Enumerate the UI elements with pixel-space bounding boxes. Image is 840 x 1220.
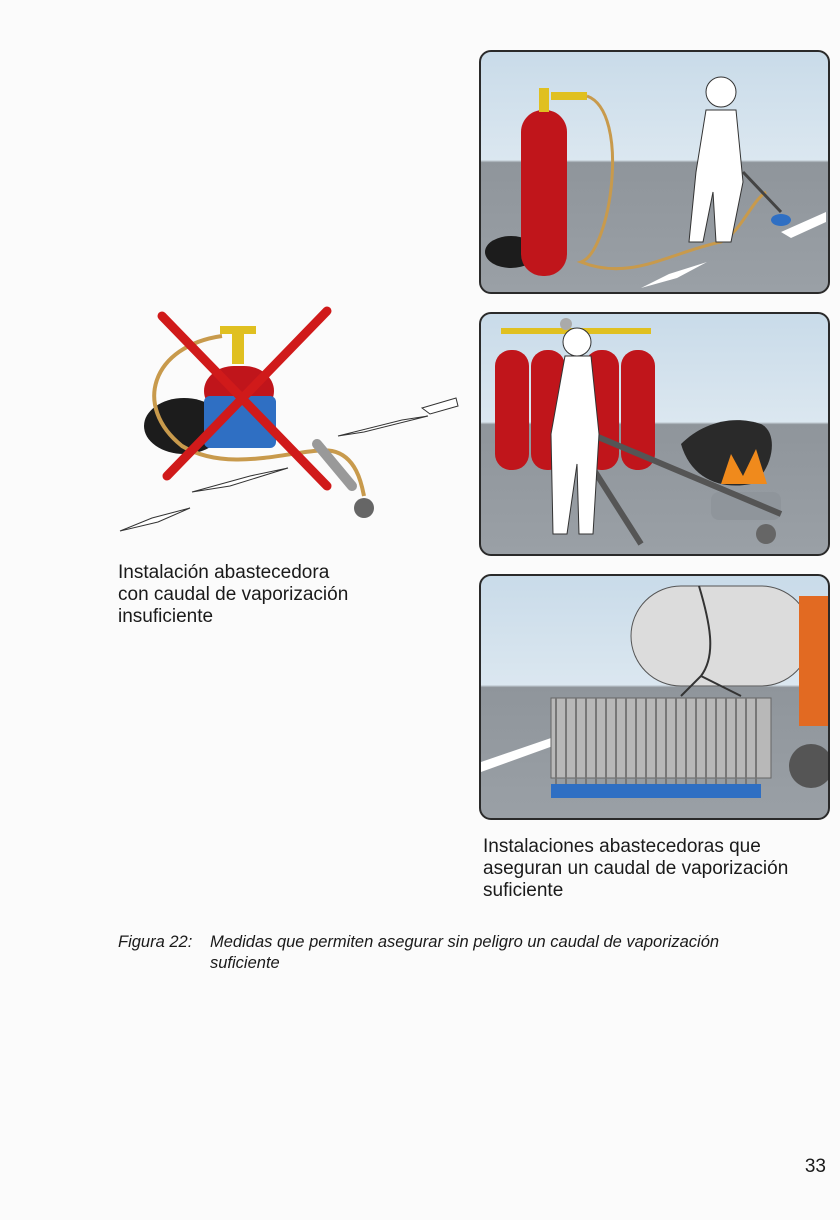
single-gas-cylinder-operator-icon <box>481 52 828 292</box>
figure-text-line-2: suficiente <box>210 954 280 972</box>
multi-cylinder-panel <box>479 312 830 556</box>
insufficient-supply-caption: Instalación abastecedora con caudal de vaporización insuficiente <box>118 562 349 627</box>
figure-caption <box>118 932 818 974</box>
tanker-truck-panel <box>479 574 830 820</box>
tanker-truck-burner-icon <box>481 576 828 818</box>
multi-cylinder-burner-icon <box>481 314 828 554</box>
figure-text-line-1: Medidas que permiten asegurar sin peligro un caudal de vaporización <box>210 933 720 951</box>
figure-label: Figura 22: <box>118 933 193 951</box>
sufficient-supply-caption: Instalaciones abastecedoras que aseguran un caudal de vaporización suficiente <box>483 836 789 901</box>
insufficient-supply-illustration <box>112 296 472 546</box>
page-number: 33 <box>804 1156 826 1177</box>
single-cylinder-panel <box>479 50 830 294</box>
